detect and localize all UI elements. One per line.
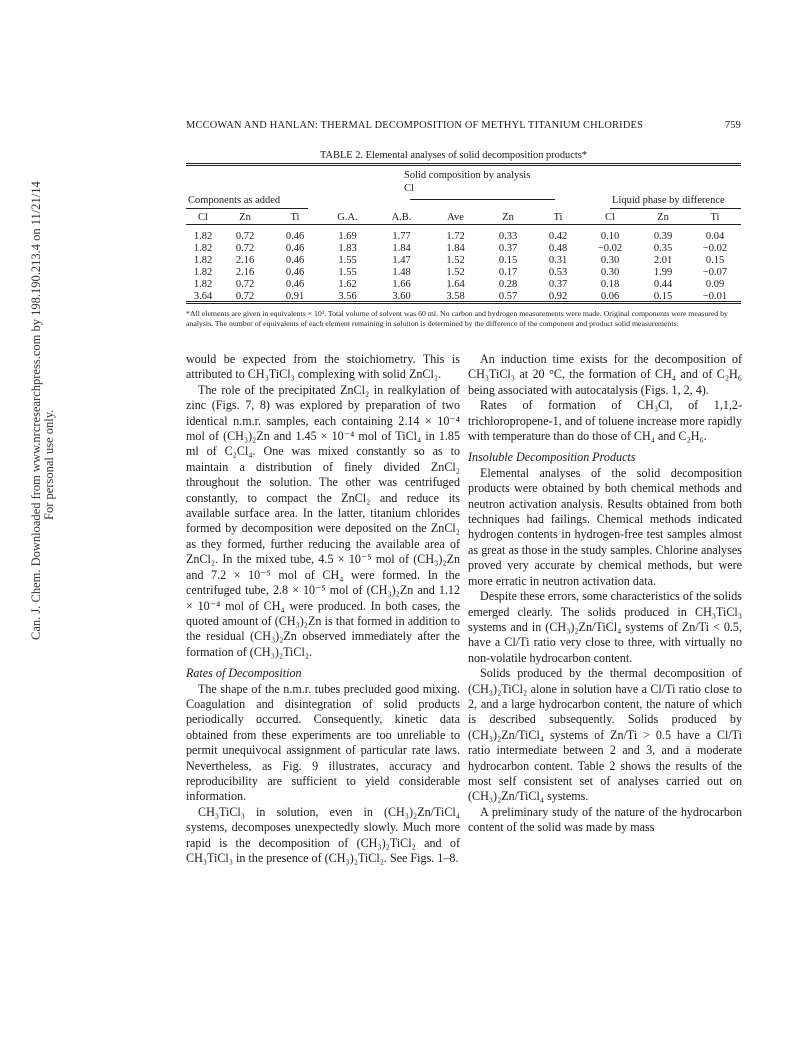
table-cell: 1.66 <box>392 279 411 290</box>
table-cell: 3.60 <box>392 291 411 302</box>
table-top-rule-2 <box>186 165 741 166</box>
header-bottom-rule <box>186 224 741 225</box>
table-cell: 1.48 <box>392 267 411 278</box>
table-cell: 1.69 <box>338 231 357 242</box>
table-cell: 0.39 <box>653 231 673 242</box>
table-cell: 2.16 <box>235 255 255 266</box>
group-header-solid <box>404 170 530 194</box>
section-heading: Rates of Decomposition <box>186 666 302 681</box>
table-cell: 0.15 <box>653 291 673 302</box>
table-cell: 1.64 <box>446 279 465 290</box>
table-row <box>186 242 741 254</box>
table-cell: 1.99 <box>653 267 673 278</box>
group-header-liquid: Liquid phase by difference <box>612 195 725 206</box>
table-cell: 0.17 <box>498 267 518 278</box>
table-cell: 3.64 <box>193 291 213 302</box>
table-cell: 0.72 <box>235 243 255 254</box>
table-cell: 1.77 <box>392 231 411 242</box>
table-cell: 0.15 <box>705 255 725 266</box>
table-cell: 1.52 <box>446 255 465 266</box>
col-header: Zn <box>657 212 669 223</box>
table-footnote: *All elements are given in equivalents × 10³. Total volume of solvent was 60 ml. No carbon and hydrogen measurements were made. Original components were measured by analysis. The number of equivalents of each element remaining in solution is determined by the difference of the component and product solid measurements. <box>186 309 728 328</box>
col-header: Zn <box>502 212 514 223</box>
paragraph: Elemental analyses of the solid decomposition products were obtained by both chemical methods and neutron activation analysis. Results obtained from both techniques had failings. Chemical methods indicated hydrogen contents in hydrogen-free test samples almost as great as those in the study samples. Chlorine analyses proved very accurate by chemical methods, but were more erratic in neutron activation data. <box>468 465 742 588</box>
table-cell: 1.55 <box>338 255 357 266</box>
col-header: Cl <box>605 212 615 223</box>
table-cell: 0.92 <box>548 291 568 302</box>
running-title: MCCOWAN AND HANLAN: THERMAL DECOMPOSITION OF METHYL TITANIUM CHLORIDES <box>186 120 644 131</box>
table-cell: 1.72 <box>446 231 465 242</box>
table-cell: −0.02 <box>597 243 623 254</box>
paragraph: CH₃TiCl₃ in solution, even in (CH₃)₂Zn/TiCl₄ systems, decomposes unexpectedly slowly. Much more rapid is the decomposition of (CH₃)₂TiCl₂ and of CH₃TiCl₃ in the presence of (CH₃)₂TiCl₂. See Figs. 1–8. <box>186 804 460 865</box>
table-cell: 0.46 <box>285 231 305 242</box>
table-cell: 0.72 <box>235 291 255 302</box>
paragraph: Despite these errors, some characteristics of the solids emerged clearly. The solids produced in CH₃TiCl₃ systems and in (CH₃)₂Zn/TiCl₄ systems of Zn/Ti < 0.5, have a Cl/Ti ratio very close to three, with virtually no non-volatile hydrocarbon content. <box>468 589 742 665</box>
solid-label: Solid composition by analysis <box>404 170 531 181</box>
right-column <box>468 352 742 836</box>
paragraph: would be expected from the stoichiometry. This is attributed to CH₃TiCl₃ complexing with solid ZnCl₂. <box>186 352 460 382</box>
table-cell: 0.57 <box>498 291 518 302</box>
section-heading: Insoluble Decomposition Products <box>468 450 636 465</box>
col-header: Ti <box>553 212 563 223</box>
table-cell: 1.84 <box>392 243 411 254</box>
table-cell: 0.91 <box>285 291 305 302</box>
table-cell: 0.10 <box>600 231 620 242</box>
table-cell: 0.37 <box>548 279 568 290</box>
table-cell: 0.46 <box>285 279 305 290</box>
table-row <box>186 266 741 278</box>
table-cell: 2.01 <box>653 255 673 266</box>
table-cell: 1.55 <box>338 267 357 278</box>
table-row <box>186 223 741 242</box>
table-cell: 0.72 <box>235 279 255 290</box>
table-caption: TABLE 2. Elemental analyses of solid decomposition products* <box>320 150 587 161</box>
table-cell: 0.44 <box>653 279 673 290</box>
column-header-row <box>186 205 741 223</box>
table-cell: 3.56 <box>338 291 357 302</box>
table-cell: 0.48 <box>548 243 568 254</box>
table-cell: −0.01 <box>702 291 728 302</box>
table-cell: 3.58 <box>446 291 465 302</box>
table-cell: 0.46 <box>285 267 305 278</box>
paragraph: Rates of formation of CH₃Cl, of 1,1,2-trichloropropene-1, and of toluene increase more rapidly with temperature than do those of CH₄ and C₂H₆. <box>468 398 742 444</box>
col-header: Cl <box>198 212 208 223</box>
table-cell: 0.42 <box>548 231 568 242</box>
solid-group-rule <box>410 199 555 200</box>
col-header: Ti <box>710 212 720 223</box>
left-column <box>186 352 460 866</box>
table-cell: 1.47 <box>392 255 411 266</box>
analysis-table <box>186 205 741 302</box>
table-top-rule <box>186 163 741 164</box>
group-header-added: Components as added <box>188 195 281 206</box>
table-cell: −0.02 <box>702 243 728 254</box>
table-cell: −0.07 <box>702 267 728 278</box>
paragraph: The shape of the n.m.r. tubes precluded good mixing. Coagulation and disintegration of solid products periodically occurred. Consequently, kinetic data obtained from these experiments are too unreliable to permit unequivocal assignment of particular rate laws. Nevertheless, as Fig. 9 illustrates, accuracy and reproducibility are sufficient to yield considerable information. <box>186 681 460 804</box>
personal-use-line: For personal use only. <box>42 409 56 520</box>
table-cell: 0.31 <box>548 255 568 266</box>
table-cell: 0.46 <box>285 255 305 266</box>
table-cell: 0.33 <box>498 231 518 242</box>
table-cell: 0.06 <box>600 291 620 302</box>
table-cell: 1.84 <box>446 243 465 254</box>
table-cell: 0.53 <box>548 267 568 278</box>
col-header: A.B. <box>391 212 412 223</box>
table-cell: 1.82 <box>193 279 213 290</box>
paragraph: An induction time exists for the decomposition of CH₃TiCl₃ at 20 °C, the formation of CH₄ and of C₂H₆ being associated with autocatalysis (Figs. 1, 2, 4). <box>468 352 742 397</box>
table-cell: 1.82 <box>193 255 213 266</box>
paragraph: Solids produced by the thermal decomposition of (CH₃)₂TiCl₂ alone in solution have a Cl/Ti ratio close to 2, and a large hydrocarbon content, the nature of which is described subsequently. Solids produced by (CH₃)₂Zn/TiCl₄ systems of Zn/Ti > 0.5 have a Cl/Ti ratio intermediate between 2 and 3, and a moderate hydrocarbon content. Table 2 shows the results of the most self consistent set of analyses carried out on (CH₃)₂Zn/TiCl₄ systems. <box>468 666 742 804</box>
col-header: G.A. <box>337 212 358 223</box>
table-cell: 0.72 <box>235 231 255 242</box>
table-cell: 1.52 <box>446 267 465 278</box>
table-cell: 0.30 <box>600 255 620 266</box>
table-cell: 0.04 <box>705 231 725 242</box>
table-row <box>186 254 741 266</box>
table-body <box>186 223 741 302</box>
table-cell: 1.82 <box>193 231 213 242</box>
table-cell: 0.09 <box>705 279 725 290</box>
table-cell: 0.37 <box>498 243 518 254</box>
table-cell: 0.35 <box>653 243 673 254</box>
paragraph: A preliminary study of the nature of the hydrocarbon content of the solid was made by mass <box>468 804 742 835</box>
download-notice <box>30 181 56 640</box>
table-cell: 0.28 <box>498 279 518 290</box>
download-line: Can. J. Chem. Downloaded from www.nrcresearchpress.com by 198.190.213.4 on 11/21/14 <box>29 181 43 640</box>
table-cell: 0.30 <box>600 267 620 278</box>
table-cell: 0.18 <box>600 279 620 290</box>
table-cell: 0.46 <box>285 243 305 254</box>
table-cell: 1.82 <box>193 243 213 254</box>
col-header: Ti <box>290 212 300 223</box>
col-header: Zn <box>239 212 251 223</box>
table-cell: 1.83 <box>338 243 357 254</box>
solid-cl-label: Cl <box>404 183 414 194</box>
paragraph: The role of the precipitated ZnCl₂ in realkylation of zinc (Figs. 7, 8) was explored by preparation of two identical n.m.r. samples, each containing 2.14 × 10⁻⁴ mol of (CH₃)₂Zn and 1.45 × 10⁻⁴ mol of TiCl₄ in 1.85 ml of C₂Cl₄. One was mixed constantly so as to maintain a distribution of finely divided ZnCl₂ throughout the solution. The other was centrifuged constantly, to compact the ZnCl₂ and reduce its available surface area. In the latter, titanium chlorides formed by decomposition were deposited on the ZnCl₂ as they formed, further reducing the available area of ZnCl₂. In the mixed tube, 4.5 × 10⁻⁵ mol of (CH₃)₂Zn and 7.2 × 10⁻⁵ mol of CH₄ were formed. In the centrifuged tube, 2.8 × 10⁻⁵ mol of (CH₃)₂Zn and 1.12 × 10⁻⁴ mol of CH₄ were produced. In both cases, the quoted amount of (CH₃)₂Zn is that formed in addition to the residual (CH₃)₂Zn observed immediately after the formation of (CH₃)₂TiCl₂. <box>186 382 460 659</box>
page-number: 759 <box>724 120 741 131</box>
table-bottom-rule <box>186 301 741 302</box>
col-header: Ave <box>447 212 464 223</box>
table-row <box>186 278 741 290</box>
table-cell: 2.16 <box>235 267 255 278</box>
table-bottom-rule-2 <box>186 303 741 304</box>
table-cell: 1.82 <box>193 267 213 278</box>
table-cell: 1.62 <box>338 279 357 290</box>
table-cell: 0.15 <box>498 255 518 266</box>
